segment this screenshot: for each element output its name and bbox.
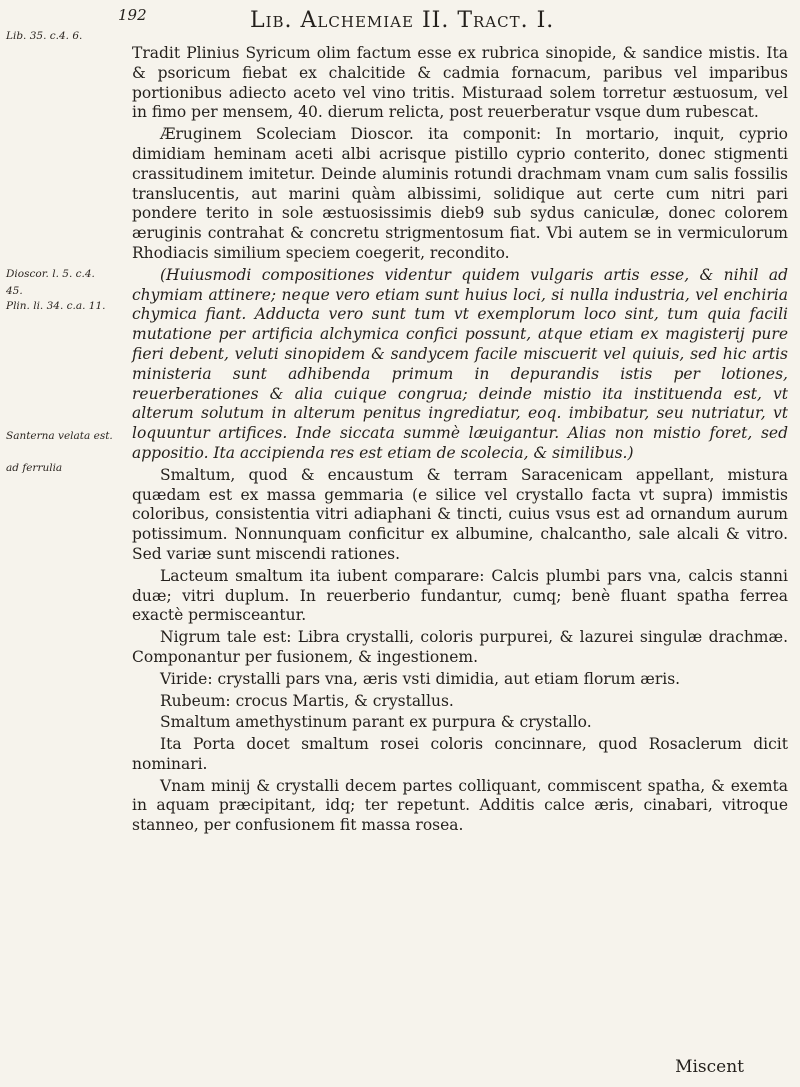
paragraph: Rubeum: crocus Martis, & crystallus.	[160, 691, 454, 710]
margin-note: Plin. li. 34. c.a. 11.	[6, 300, 106, 312]
margin-note: Santerna velata est.	[6, 430, 113, 442]
paragraph: Viride: crystalli pars vna, æris vsti dimidia, aut etiam florum æris.	[160, 669, 681, 688]
catchword: Miscent	[675, 1057, 744, 1077]
paragraph: Ita Porta docet smaltum rosei coloris concinnare, quod Rosaclerum dicit nominari.	[132, 735, 788, 773]
paragraph: Lacteum smaltum ita iubent comparare: Calcis plumbi pars vna, calcis stanni duæ; vitri duplum. In reuerberio fundantur, cumq; benè fluant spatha ferrea exactè permisceantur.	[132, 566, 788, 625]
page-number: 192	[118, 6, 147, 24]
body-text	[132, 44, 788, 836]
paragraph: Smaltum amethystinum parant ex purpura & crystallo.	[160, 713, 592, 732]
paragraph: Æruginem Scoleciam Dioscor. ita componit: In mortario, inquit, cyprio dimidiam heminam aceti albi acrisque pistillo cyprio conterito, donec stigmenti crassitudinem imitetur. Deinde aluminis rotundi drachmam vnam cum salis fossilis translucentis, aut marini quàm albissimi, solidique aut certe cum nitri pari pondere terito in sole æstuosissimis dieb9 sub sydus caniculæ, donec colorem æruginis contrahat & concretu strigmentosum fiat. Vbi autem se in vermiculorum Rhodiacis similium speciem coegerit, recondito.	[132, 125, 788, 262]
paragraph-note: (Huiusmodi compositiones videntur quidem vulgaris artis esse, & nihil ad chymiam attinere; neque vero etiam sunt huius loci, si nulla industria, vel enchiria chymica fiant. Adducta vero sunt tum vt exemplorum loco sint, tum quia facili mutatione per artificia alchymica confici possunt, atque etiam ex magisterij pure fieri debent, veluti sinopidem & sandycem facile miscuerit vel quiuis, sed hic artis ministeria sunt adhibenda primum in depurandis istis per lotiones, reuerberationes & alia cuique congrua; deinde mistio ita instituenda est, vt alterum solutum in alterum penitus ingrediatur, eoq. imbibatur, seu nutriatur, vt loquuntur artifices. Inde siccata summè læuigantur. Alias non mistio foret, sed appositio. Ita accipienda res est etiam de scolecia, & similibus.)	[132, 265, 788, 462]
paragraph: Smaltum, quod & encaustum & terram Saracenicam appellant, mistura quædam est ex massa gemmaria (e silice vel crystallo facta vt supra) immistis coloribus, consistentia vitri adiaphani & tincti, cuius vsus est ad ornandum aurum potissimum. Nonnunquam conficitur ex albumine, chalcantho, sale alcali & vitro. Sed variæ sunt miscendi rationes.	[132, 465, 788, 563]
paragraph: Nigrum tale est: Libra crystalli, coloris purpurei, & lazurei singulæ drachmæ. Componantur per fusionem, & ingestionem.	[132, 628, 788, 666]
margin-note: 45.	[6, 285, 23, 297]
margin-note: Lib. 35. c.4. 6.	[6, 30, 83, 42]
paragraph: Vnam minij & crystalli decem partes colliquant, commiscent spatha, & exemta in aquam præcipitant, idq; ter repetunt. Additis calce æris, cinabari, vitroque stanneo, per confusionem fit massa rosea.	[132, 776, 788, 835]
running-title: Lib. Alchemiae II. Tract. I.	[250, 8, 555, 33]
paragraph: Tradit Plinius Syricum olim factum esse ex rubrica sinopide, & sandice mistis. Ita & psoricum fiebat ex chalcitide & cadmia fornacum, paribus vel imparibus portionibus adiecto aceto vel vino tritis. Misturaad solem torretur æstuosum, vel in fimo per mensem, 40. dierum relicta, post reuerberatur vsque dum rubescat.	[132, 44, 788, 122]
margin-note: Dioscor. l. 5. c.4.	[6, 268, 95, 280]
margin-note: ad ferrulia	[6, 462, 63, 474]
